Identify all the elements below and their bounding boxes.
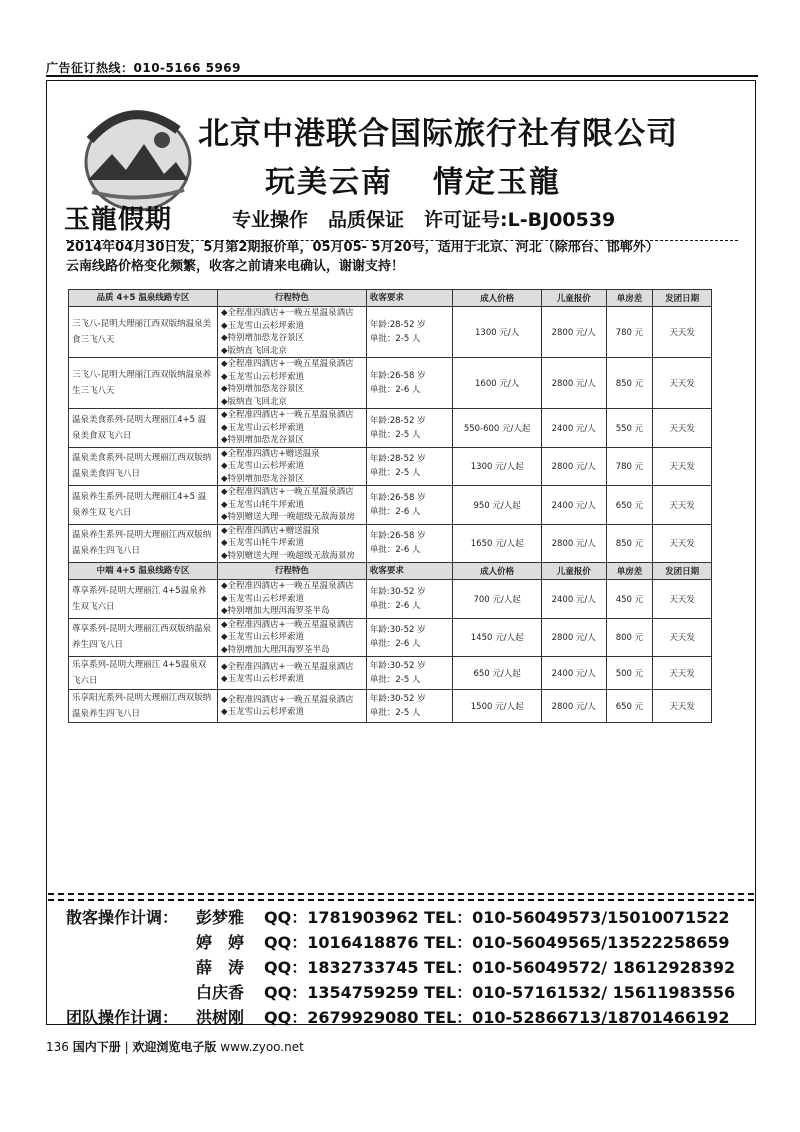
route-name: 乐享系列-昆明大理丽江 4+5温泉双飞六日 [69, 657, 218, 690]
table-row [69, 447, 712, 486]
route-features [217, 409, 366, 448]
requirement-item: 年龄:30-52 岁 [369, 694, 426, 704]
feature-item: ◆全程准四酒店+一晚五星温泉酒店 [220, 359, 354, 369]
page-number: 136 [46, 1040, 69, 1054]
requirement-item: 年龄:28-52 岁 [369, 320, 426, 330]
contact-row [66, 905, 735, 930]
column-header: 儿童报价 [541, 290, 606, 307]
child-price: 2800 元/人 [541, 690, 606, 723]
contact-row [66, 1005, 735, 1030]
route-name: 温泉养生系列-昆明大理丽江4+5 温泉养生双飞六日 [69, 486, 218, 525]
slogan-left: 玩美云南 [265, 165, 393, 200]
contact-name: 白庆香 [196, 983, 245, 1002]
feature-item: ◆全程准四酒店+一晚五星温泉酒店 [220, 308, 354, 318]
requirement-item: 单批：2-5 人 [369, 334, 421, 344]
table-row [69, 307, 712, 358]
table-row [69, 580, 712, 619]
column-header: 儿童报价 [541, 563, 606, 580]
requirement-item: 单批：2-6 人 [369, 385, 421, 395]
feature-item: ◆特别增加大理洱海罗荃半岛 [220, 644, 330, 655]
departure-date: 天天发 [653, 307, 712, 358]
column-header: 中端 4+5 温泉线路专区 [69, 563, 218, 580]
feature-item: ◆玉龙雪山云杉坪索道 [220, 674, 304, 684]
contact-list [66, 905, 735, 1030]
column-header: 单房差 [606, 563, 653, 580]
child-price: 2800 元/人 [541, 307, 606, 358]
feature-item: ◆特别赠送大理一晚超级无敌海景房 [220, 550, 355, 561]
requirement-item: 年龄:26-58 岁 [369, 492, 426, 503]
booking-requirement [366, 409, 453, 448]
feature-item: ◆全程准四酒店+一晚五星温泉酒店 [220, 581, 354, 591]
tag-license: 许可证号:L-BJ00539 [424, 209, 616, 231]
footer-welcome: 欢迎浏览电子版 [132, 1040, 217, 1054]
feature-item: ◆玉龙雪山云杉坪索道 [220, 422, 304, 433]
notice-line-2: 云南线路价格变化频繁，收客之前请来电确认，谢谢支持！ [66, 259, 405, 274]
requirement-item: 年龄:28-52 岁 [369, 415, 426, 426]
booking-requirement [366, 690, 453, 723]
requirement-item: 年龄:28-52 岁 [369, 454, 426, 465]
feature-item: ◆全程准四酒店+赠送温泉 [220, 448, 320, 459]
table-row [69, 618, 712, 657]
column-header: 行程特色 [217, 563, 366, 580]
route-name: 温泉美食系列-昆明大理丽江西双版纳温泉美食四飞八日 [69, 447, 218, 486]
route-features [217, 618, 366, 657]
contact-name: 婷 婷 [196, 933, 245, 952]
feature-item: ◆玉龙雪山云杉坪索道 [220, 632, 304, 642]
contact-info: QQ：1832733745 TEL：010-56049572/ 18612928392 [264, 958, 736, 977]
route-name: 三飞八-昆明大理丽江西双版纳温泉美食三飞八天 [69, 307, 218, 358]
booking-requirement [366, 486, 453, 525]
table-row [69, 524, 712, 563]
feature-item: ◆特别增加恐龙谷景区 [220, 473, 304, 484]
requirement-item: 单批：2-6 人 [369, 639, 421, 650]
departure-date: 天天发 [653, 447, 712, 486]
feature-item: ◆玉龙雪山云杉坪索道 [220, 593, 304, 604]
adult-price: 1650 元/人起 [453, 524, 541, 563]
route-features [217, 524, 366, 563]
adult-price: 650 元/人起 [453, 657, 541, 690]
departure-date: 天天发 [653, 358, 712, 409]
child-price: 2800 元/人 [541, 358, 606, 409]
top-rule [46, 75, 758, 77]
feature-item: ◆玉龙雪山牦牛坪索道 [220, 538, 304, 548]
adult-price: 1300 元/人起 [453, 447, 541, 486]
contact-row [66, 930, 735, 955]
single-supplement: 650 元 [606, 486, 653, 525]
child-price: 2800 元/人 [541, 524, 606, 563]
contact-label [66, 930, 196, 955]
route-features [217, 690, 366, 723]
table-row [69, 409, 712, 448]
child-price: 2400 元/人 [541, 486, 606, 525]
requirement-item: 年龄:26-58 岁 [369, 531, 426, 542]
table-row [69, 657, 712, 690]
column-header: 品质 4+5 温泉线路专区 [69, 290, 218, 307]
single-supplement: 500 元 [606, 657, 653, 690]
column-header: 收客要求 [366, 290, 453, 307]
route-name: 三飞八-昆明大理丽江西双版纳温泉养生三飞八天 [69, 358, 218, 409]
dashed-divider [48, 893, 754, 895]
tag-quality: 品质保证 [328, 209, 405, 231]
departure-date: 天天发 [653, 486, 712, 525]
page-footer: 136 国内下册 | 欢迎浏览电子版 www.zyoo.net [46, 1040, 304, 1054]
departure-date: 天天发 [653, 618, 712, 657]
requirement-item: 年龄:30-52 岁 [369, 586, 426, 597]
adult-price: 550-600 元/人起 [453, 409, 541, 448]
contact-label: 散客操作计调： [66, 908, 179, 927]
slogan [265, 157, 561, 201]
footer-section: 国内下册 [72, 1040, 121, 1054]
booking-requirement [366, 447, 453, 486]
route-features [217, 486, 366, 525]
child-price: 2800 元/人 [541, 618, 606, 657]
adult-price: 1600 元/人 [453, 358, 541, 409]
contact-info: QQ：1016418876 TEL：010-56049565/13522258659 [264, 933, 730, 952]
requirement-item: 年龄:30-52 岁 [369, 625, 426, 636]
child-price: 2800 元/人 [541, 447, 606, 486]
feature-item: ◆特别增加大理洱海罗荃半岛 [220, 606, 330, 616]
contact-label [66, 980, 196, 1005]
route-features [217, 358, 366, 409]
feature-item: ◆特别增加恐龙谷景区 [220, 435, 304, 445]
single-supplement: 780 元 [606, 447, 653, 486]
dashed-divider [48, 899, 754, 901]
adult-price: 700 元/人起 [453, 580, 541, 619]
route-name: 尊享系列-昆明大理丽江西双版纳温泉养生四飞八日 [69, 618, 218, 657]
single-supplement: 850 元 [606, 524, 653, 563]
contact-label: 团队操作计调： [66, 1008, 179, 1027]
column-header: 行程特色 [217, 290, 366, 307]
route-name: 乐享阳光系列-昆明大理丽江西双版纳温泉养生四飞八日 [69, 690, 218, 723]
table-row [69, 358, 712, 409]
departure-date: 天天发 [653, 409, 712, 448]
column-header: 发团日期 [653, 290, 712, 307]
booking-requirement [366, 580, 453, 619]
adult-price: 1500 元/人起 [453, 690, 541, 723]
feature-item: ◆全程准四酒店+一晚五星温泉酒店 [220, 487, 354, 497]
slogan-right: 情定玉龍 [433, 165, 561, 200]
route-features [217, 447, 366, 486]
route-features [217, 580, 366, 619]
contact-name: 彭梦雅 [196, 908, 245, 927]
price-table [68, 289, 712, 723]
single-supplement: 450 元 [606, 580, 653, 619]
feature-item: ◆玉龙雪山云杉坪索道 [220, 371, 304, 382]
contact-row [66, 955, 735, 980]
requirement-item: 单批：2-5 人 [369, 675, 421, 685]
contact-name: 洪树刚 [196, 1008, 245, 1027]
feature-item: ◆版纳直飞回北京 [220, 396, 287, 407]
single-supplement: 550 元 [606, 409, 653, 448]
contact-info: QQ：2679929080 TEL：010-52866713/18701466192 [264, 1008, 730, 1027]
contact-info: QQ：1354759259 TEL：010-57161532/ 15611983556 [264, 983, 736, 1002]
route-name: 温泉美食系列-昆明大理丽江4+5 温泉美食双飞六日 [69, 409, 218, 448]
departure-date: 天天发 [653, 657, 712, 690]
booking-requirement [366, 524, 453, 563]
requirement-item: 单批：2-6 人 [369, 545, 421, 556]
table-row [69, 486, 712, 525]
requirement-item: 单批：2-5 人 [369, 468, 421, 479]
column-header: 收客要求 [366, 563, 453, 580]
booking-requirement [366, 618, 453, 657]
column-header: 单房差 [606, 290, 653, 307]
route-name: 温泉养生系列-昆明大理丽江西双版纳温泉养生四飞八日 [69, 524, 218, 563]
feature-item: ◆全程准四酒店+一晚五星温泉酒店 [220, 410, 354, 420]
route-name: 尊享系列-昆明大理丽江 4+5温泉养生双飞六日 [69, 580, 218, 619]
feature-item: ◆玉龙雪山云杉坪索道 [220, 461, 304, 471]
adult-price: 1450 元/人起 [453, 618, 541, 657]
feature-item: ◆全程准四酒店+一晚五星温泉酒店 [220, 619, 354, 630]
departure-date: 天天发 [653, 580, 712, 619]
requirement-item: 单批：2-5 人 [369, 429, 421, 440]
booking-requirement [366, 657, 453, 690]
departure-date: 天天发 [653, 524, 712, 563]
adult-price: 950 元/人起 [453, 486, 541, 525]
column-header: 发团日期 [653, 563, 712, 580]
feature-item: ◆玉龙雪山云杉坪索道 [220, 320, 304, 331]
section-header-row [69, 563, 712, 580]
contact-label [66, 955, 196, 980]
single-supplement: 800 元 [606, 618, 653, 657]
adult-price: 1300 元/人 [453, 307, 541, 358]
requirement-item: 单批：2-6 人 [369, 506, 421, 517]
footer-url[interactable]: www.zyoo.net [220, 1040, 304, 1054]
tag-professional: 专业操作 [232, 209, 309, 231]
requirement-item: 年龄:26-58 岁 [369, 371, 426, 381]
requirement-item: 年龄:30-52 岁 [369, 661, 426, 671]
company-name: 北京中港联合国际旅行社有限公司 [198, 116, 678, 152]
feature-item: ◆全程准四酒店+一晚五星温泉酒店 [220, 694, 354, 705]
departure-date: 天天发 [653, 690, 712, 723]
contact-info: QQ：1781903962 TEL：010-56049573/15010071522 [264, 908, 730, 927]
ad-hotline: 广告征订热线：010-5166 5969 [46, 61, 242, 75]
single-supplement: 850 元 [606, 358, 653, 409]
requirement-item: 单批：2-5 人 [369, 708, 421, 718]
feature-item: ◆特别赠送大理一晚超级无敌海景房 [220, 512, 355, 522]
column-header: 成人价格 [453, 563, 541, 580]
single-supplement: 650 元 [606, 690, 653, 723]
table-row [69, 690, 712, 723]
section-header-row [69, 290, 712, 307]
feature-item: ◆特别增加恐龙谷景区 [220, 384, 304, 394]
child-price: 2400 元/人 [541, 580, 606, 619]
single-supplement: 780 元 [606, 307, 653, 358]
booking-requirement [366, 358, 453, 409]
notice [66, 238, 659, 276]
tagline [232, 205, 635, 232]
feature-item: ◆玉龙雪山云杉坪索道 [220, 707, 304, 717]
feature-item: ◆特别增加恐龙谷景区 [220, 333, 304, 343]
column-header: 成人价格 [453, 290, 541, 307]
booking-requirement [366, 307, 453, 358]
contact-name: 薛 涛 [196, 958, 245, 977]
route-features [217, 657, 366, 690]
feature-item: ◆版纳直飞回北京 [220, 345, 287, 356]
feature-item: ◆全程准四酒店+赠送温泉 [220, 525, 320, 536]
child-price: 2400 元/人 [541, 409, 606, 448]
requirement-item: 单批：2-6 人 [369, 600, 421, 611]
feature-item: ◆全程准四酒店+一晚五星温泉酒店 [220, 661, 354, 672]
logo-text: 玉龍假期 [64, 205, 173, 235]
contact-row [66, 980, 735, 1005]
route-features [217, 307, 366, 358]
feature-item: ◆玉龙雪山牦牛坪索道 [220, 499, 304, 510]
notice-line-1: 2014年04月30日发，5月第2期报价单，05月05- 5月20号，适用于北京、河北（除邢台、邯郸外） [66, 240, 659, 255]
child-price: 2400 元/人 [541, 657, 606, 690]
